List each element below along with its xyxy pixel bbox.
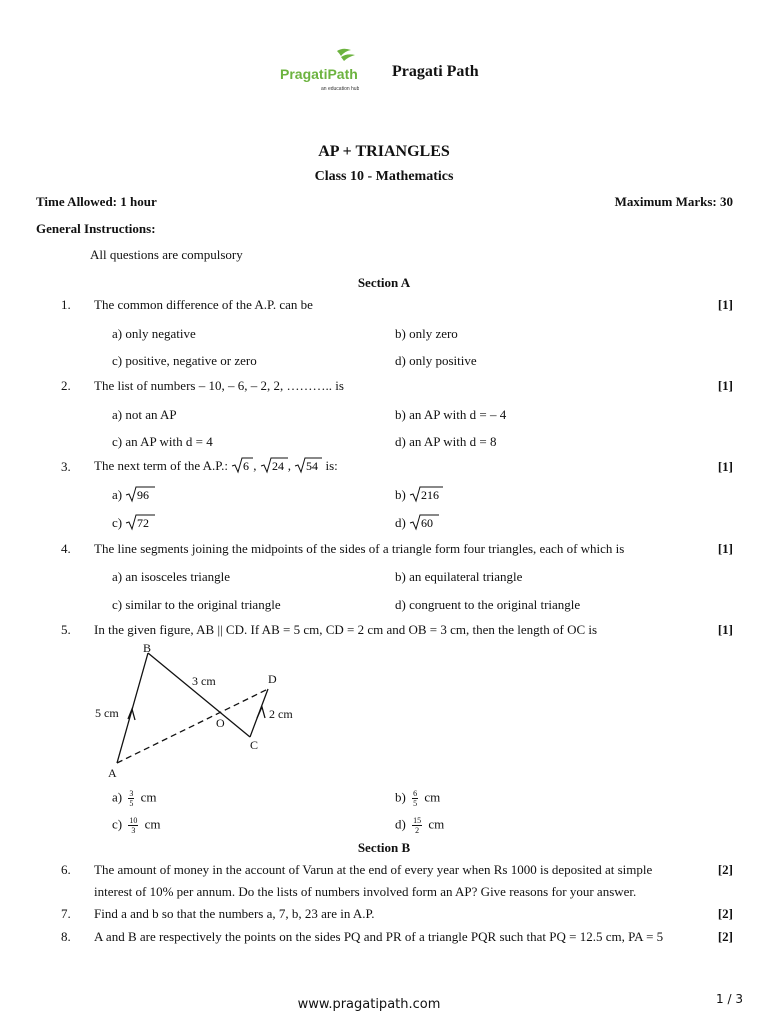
question-number: 4. [61, 541, 71, 556]
label-cd-length: 2 cm [269, 707, 293, 721]
arrow-up-icon [257, 707, 265, 718]
question-text-suffix: is: [325, 457, 338, 473]
svg-text:6: 6 [243, 459, 250, 473]
question-text: The list of numbers – 10, – 6, – 2, 2, ……….. is [94, 378, 344, 393]
option-c: c) positive, negative or zero [112, 353, 257, 368]
time-allowed: Time Allowed: 1 hour [36, 194, 157, 209]
option-b: b) an AP with d = – 4 [395, 407, 507, 422]
question-text: The common difference of the A.P. can be [94, 297, 313, 312]
svg-text:54: 54 [306, 459, 319, 473]
question-number: 7. [61, 906, 71, 921]
option-d: d) 60 [395, 513, 439, 535]
segment-ab [117, 653, 148, 763]
question-marks: [1] [717, 378, 733, 393]
question-text: The line segments joining the midpoints of the sides of a triangle form four triangles, each of which is [94, 541, 625, 556]
question-number: 1. [61, 297, 71, 312]
page-number: 1 / 3 [716, 992, 743, 1006]
question-text: Find a and b so that the numbers a, 7, b, 23 are in A.P. [94, 906, 375, 921]
question-marks: [1] [717, 541, 733, 556]
option-d: d) congruent to the original triangle [395, 597, 581, 612]
option-a: a) $\frac{3}{5}$ cm [112, 789, 157, 808]
option-d: d) only positive [395, 353, 477, 368]
option-b: b) an equilateral triangle [395, 569, 523, 584]
option-a: a) 96 [112, 485, 155, 507]
question-text-prefix: The next term of the A.P.: [94, 457, 228, 473]
pragatipath-logo [279, 47, 359, 97]
option-c: c) similar to the original triangle [112, 597, 281, 612]
question-text: A and B are respectively the points on the sides PQ and PR of a triangle PQR such that PQ = 12.5 cm, PA = 5 [94, 929, 664, 944]
option-a: a) an isosceles triangle [112, 569, 231, 584]
question-text: The amount of money in the account of Varun at the end of every year when Rs 1000 is deposited at simple [94, 862, 653, 877]
option-a: a) not an AP [112, 407, 177, 422]
label-ab-length: 5 cm [95, 706, 119, 720]
label-a: A [108, 766, 117, 780]
question-number: 2. [61, 378, 71, 393]
section-b-heading: Section B [357, 840, 411, 855]
footer-url[interactable]: www.pragatipath.com [297, 997, 441, 1012]
label-o: O [216, 716, 225, 730]
segment-ad [117, 689, 268, 763]
question-marks: [2] [717, 862, 733, 877]
section-a-heading: Section A [357, 275, 411, 290]
label-b: B [143, 641, 152, 655]
radical-term [260, 456, 288, 478]
option-b: b) only zero [395, 326, 458, 341]
svg-text:216: 216 [421, 488, 440, 502]
question-marks: [2] [717, 906, 733, 921]
radical-term [294, 456, 322, 478]
label-d: D [268, 672, 277, 686]
question-number: 3. [61, 459, 71, 474]
question-number: 6. [61, 862, 71, 877]
logo-tagline: an education hub [321, 86, 359, 92]
option-c: c) an AP with d = 4 [112, 434, 213, 449]
paper-subtitle: Class 10 - Mathematics [314, 169, 454, 184]
question-text: In the given figure, AB || CD. If AB = 5 cm, CD = 2 cm and OB = 3 cm, then the length of OC is [94, 622, 598, 637]
option-b: b) $\frac{6}{5}$ cm [395, 789, 441, 808]
question-marks: [1] [717, 297, 733, 312]
brand-name: Pragati Path [392, 63, 479, 80]
svg-text:24: 24 [271, 459, 284, 473]
question-marks: [1] [717, 622, 733, 637]
option-a: a) only negative [112, 326, 196, 341]
option-d: d) an AP with d = 8 [395, 434, 497, 449]
segment-bc [148, 653, 250, 737]
question-text: The next term of the A.P.: 6 , 24 , 54 is: [94, 456, 338, 478]
question-number: 5. [61, 622, 71, 637]
question-text-continued: interest of 10% per annum. Do the lists of numbers involved form an AP? Give reasons for your answer. [94, 884, 637, 899]
svg-text:72: 72 [137, 516, 150, 530]
instructions-heading: General Instructions: [36, 221, 156, 236]
option-c: c) 72 [112, 513, 155, 535]
svg-text:60: 60 [421, 516, 434, 530]
triangle-figure [92, 641, 302, 783]
paper-title: AP + TRIANGLES [318, 143, 450, 160]
radical-term [231, 456, 253, 478]
svg-text:96: 96 [137, 488, 150, 502]
logo-text-pragati: PragatiPath [280, 66, 358, 82]
max-marks: Maximum Marks: 30 [614, 194, 733, 209]
option-b: b) 216 [395, 485, 443, 507]
question-marks: [1] [717, 459, 733, 474]
question-number: 8. [61, 929, 71, 944]
question-marks: [2] [717, 929, 733, 944]
instructions-text: All questions are compulsory [90, 247, 243, 262]
label-c: C [250, 738, 259, 752]
option-d: d) $\frac{15}{2}$ cm [395, 816, 445, 835]
label-ob-length: 3 cm [192, 674, 216, 688]
option-c: c) $\frac{10}{3}$ cm [112, 816, 161, 835]
